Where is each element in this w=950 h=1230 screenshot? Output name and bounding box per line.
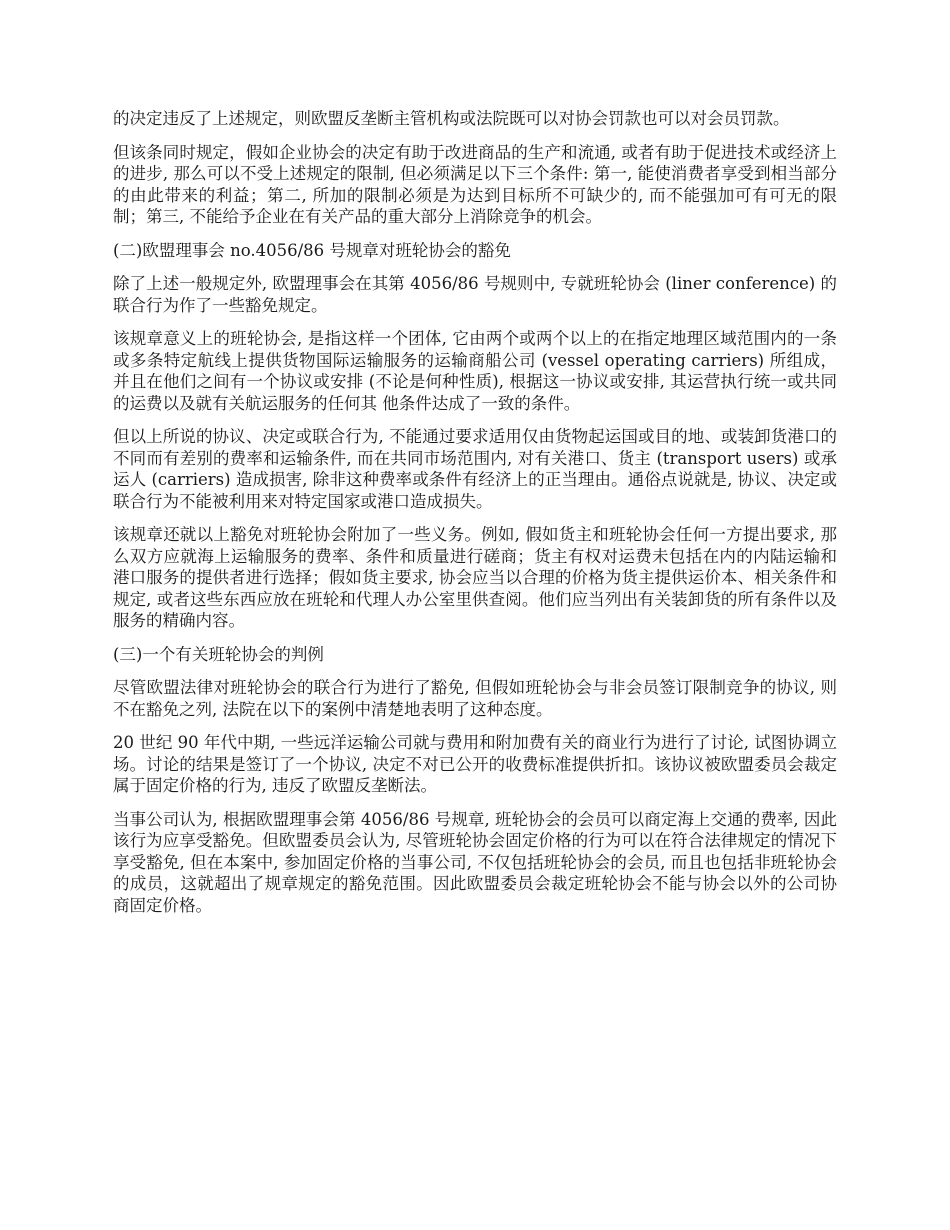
- paragraph-non-member-agreements: 尽管欧盟法律对班轮协会的联合行为进行了豁免, 但假如班轮协会与非会员签订限制竞争的协议, 则不在豁免之列, 法院在以下的案例中清楚地表明了这种态度。: [113, 678, 837, 719]
- section-heading-regulation-exemption: (二)欧盟理事会 no.4056/86 号规章对班轮协会的豁免: [113, 240, 511, 260]
- paragraph-fine-provision: 的决定违反了上述规定，则欧盟反垄断主管机构或法院既可以对协会罚款也可以对会员罚款。: [113, 109, 790, 128]
- paragraph-liner-conference-definition: 该规章意义上的班轮协会, 是指这样一个团体, 它由两个或两个以上的在指定地理区域范围内的一条或多条特定航线上提供货物国际运输服务的运输商船公司 (vessel operating carriers) 所组成，并且在他们之间有一个协议或安排 (不论是何种性质), 根据这一协议或安排, 其运营执行统一或共同的运费以及就有关航运服务的任何其 他条件达成了一致的条件。: [113, 329, 837, 413]
- paragraph-exemption-conditions: 但该条同时规定，假如企业协会的决定有助于改进商品的生产和流通, 或者有助于促进技术或经济上的进步, 那么可以不受上述规定的限制, 但必须满足以下三个条件: 第一, 能使消费者享受到相当部分的由此带来的利益；第二, 所加的限制必须是为达到目标所不可缺少的, 而不能强加可有可无的限制；第三, 不能给予企业在有关产品的重大部分上消除竞争的机会。: [113, 142, 837, 226]
- section-heading-case-law: (三)一个有关班轮协会的判例: [113, 644, 324, 664]
- paragraph-conference-obligations: 该规章还就以上豁免对班轮协会附加了一些义务。例如, 假如货主和班轮协会任何一方提出要求, 那么双方应就海上运输服务的费率、条件和质量进行磋商；货主有权对运费未包括在内的内陆运输和港口服务的提供者进行选择；假如货主要求, 协会应当以合理的价格为货主提供运价本、相关条件和规定, 或者这些东西应放在班轮和代理人办公室里供查阅。他们应当列出有关装卸货的所有条件以及服务的精确内容。: [113, 525, 837, 630]
- paragraph-case-background: 20 世纪 90 年代中期, 一些远洋运输公司就与费用和附加费有关的商业行为进行了讨论, 试图协调立场。讨论的结果是签订了一个协议, 决定不对已公开的收费标准提供折扣。该协议被欧盟委员会裁定属于固定价格的行为, 违反了欧盟反垄断法。: [113, 733, 837, 795]
- paragraph-case-ruling: 当事公司认为, 根据欧盟理事会第 4056/86 号规章, 班轮协会的会员可以商定海上交通的费率, 因此该行为应享受豁免。但欧盟委员会认为, 尽管班轮协会固定价格的行为可以在符合法律规定的情况下享受豁免, 但在本案中, 参加固定价格的当事公司, 不仅包括班轮协会的会员, 而且也包括非班轮协会的成员，这就超出了规章规定的豁免范围。因此欧盟委员会裁定班轮协会不能与协会以外的公司协商固定价格。: [113, 809, 837, 915]
- paragraph-discrimination-limits: 但以上所说的协议、决定或联合行为, 不能通过要求适用仅由货物起运国或目的地、或装卸货港口的不同而有差别的费率和运输条件, 而在共同市场范围内, 对有关港口、货主 (transport users) 或承运人 (carriers) 造成损害, 除非这种费率或条件有经济上的正当理由。通俗点说就是, 协议、决定或联合行为不能被利用来对特定国家或港口造成损失。: [113, 427, 837, 511]
- document-body: [113, 108, 837, 928]
- paragraph-liner-conference-exemption: 除了上述一般规定外, 欧盟理事会在其第 4056/86 号规则中, 专就班轮协会 (liner conference) 的联合行为作了一些豁免规定。: [113, 274, 837, 315]
